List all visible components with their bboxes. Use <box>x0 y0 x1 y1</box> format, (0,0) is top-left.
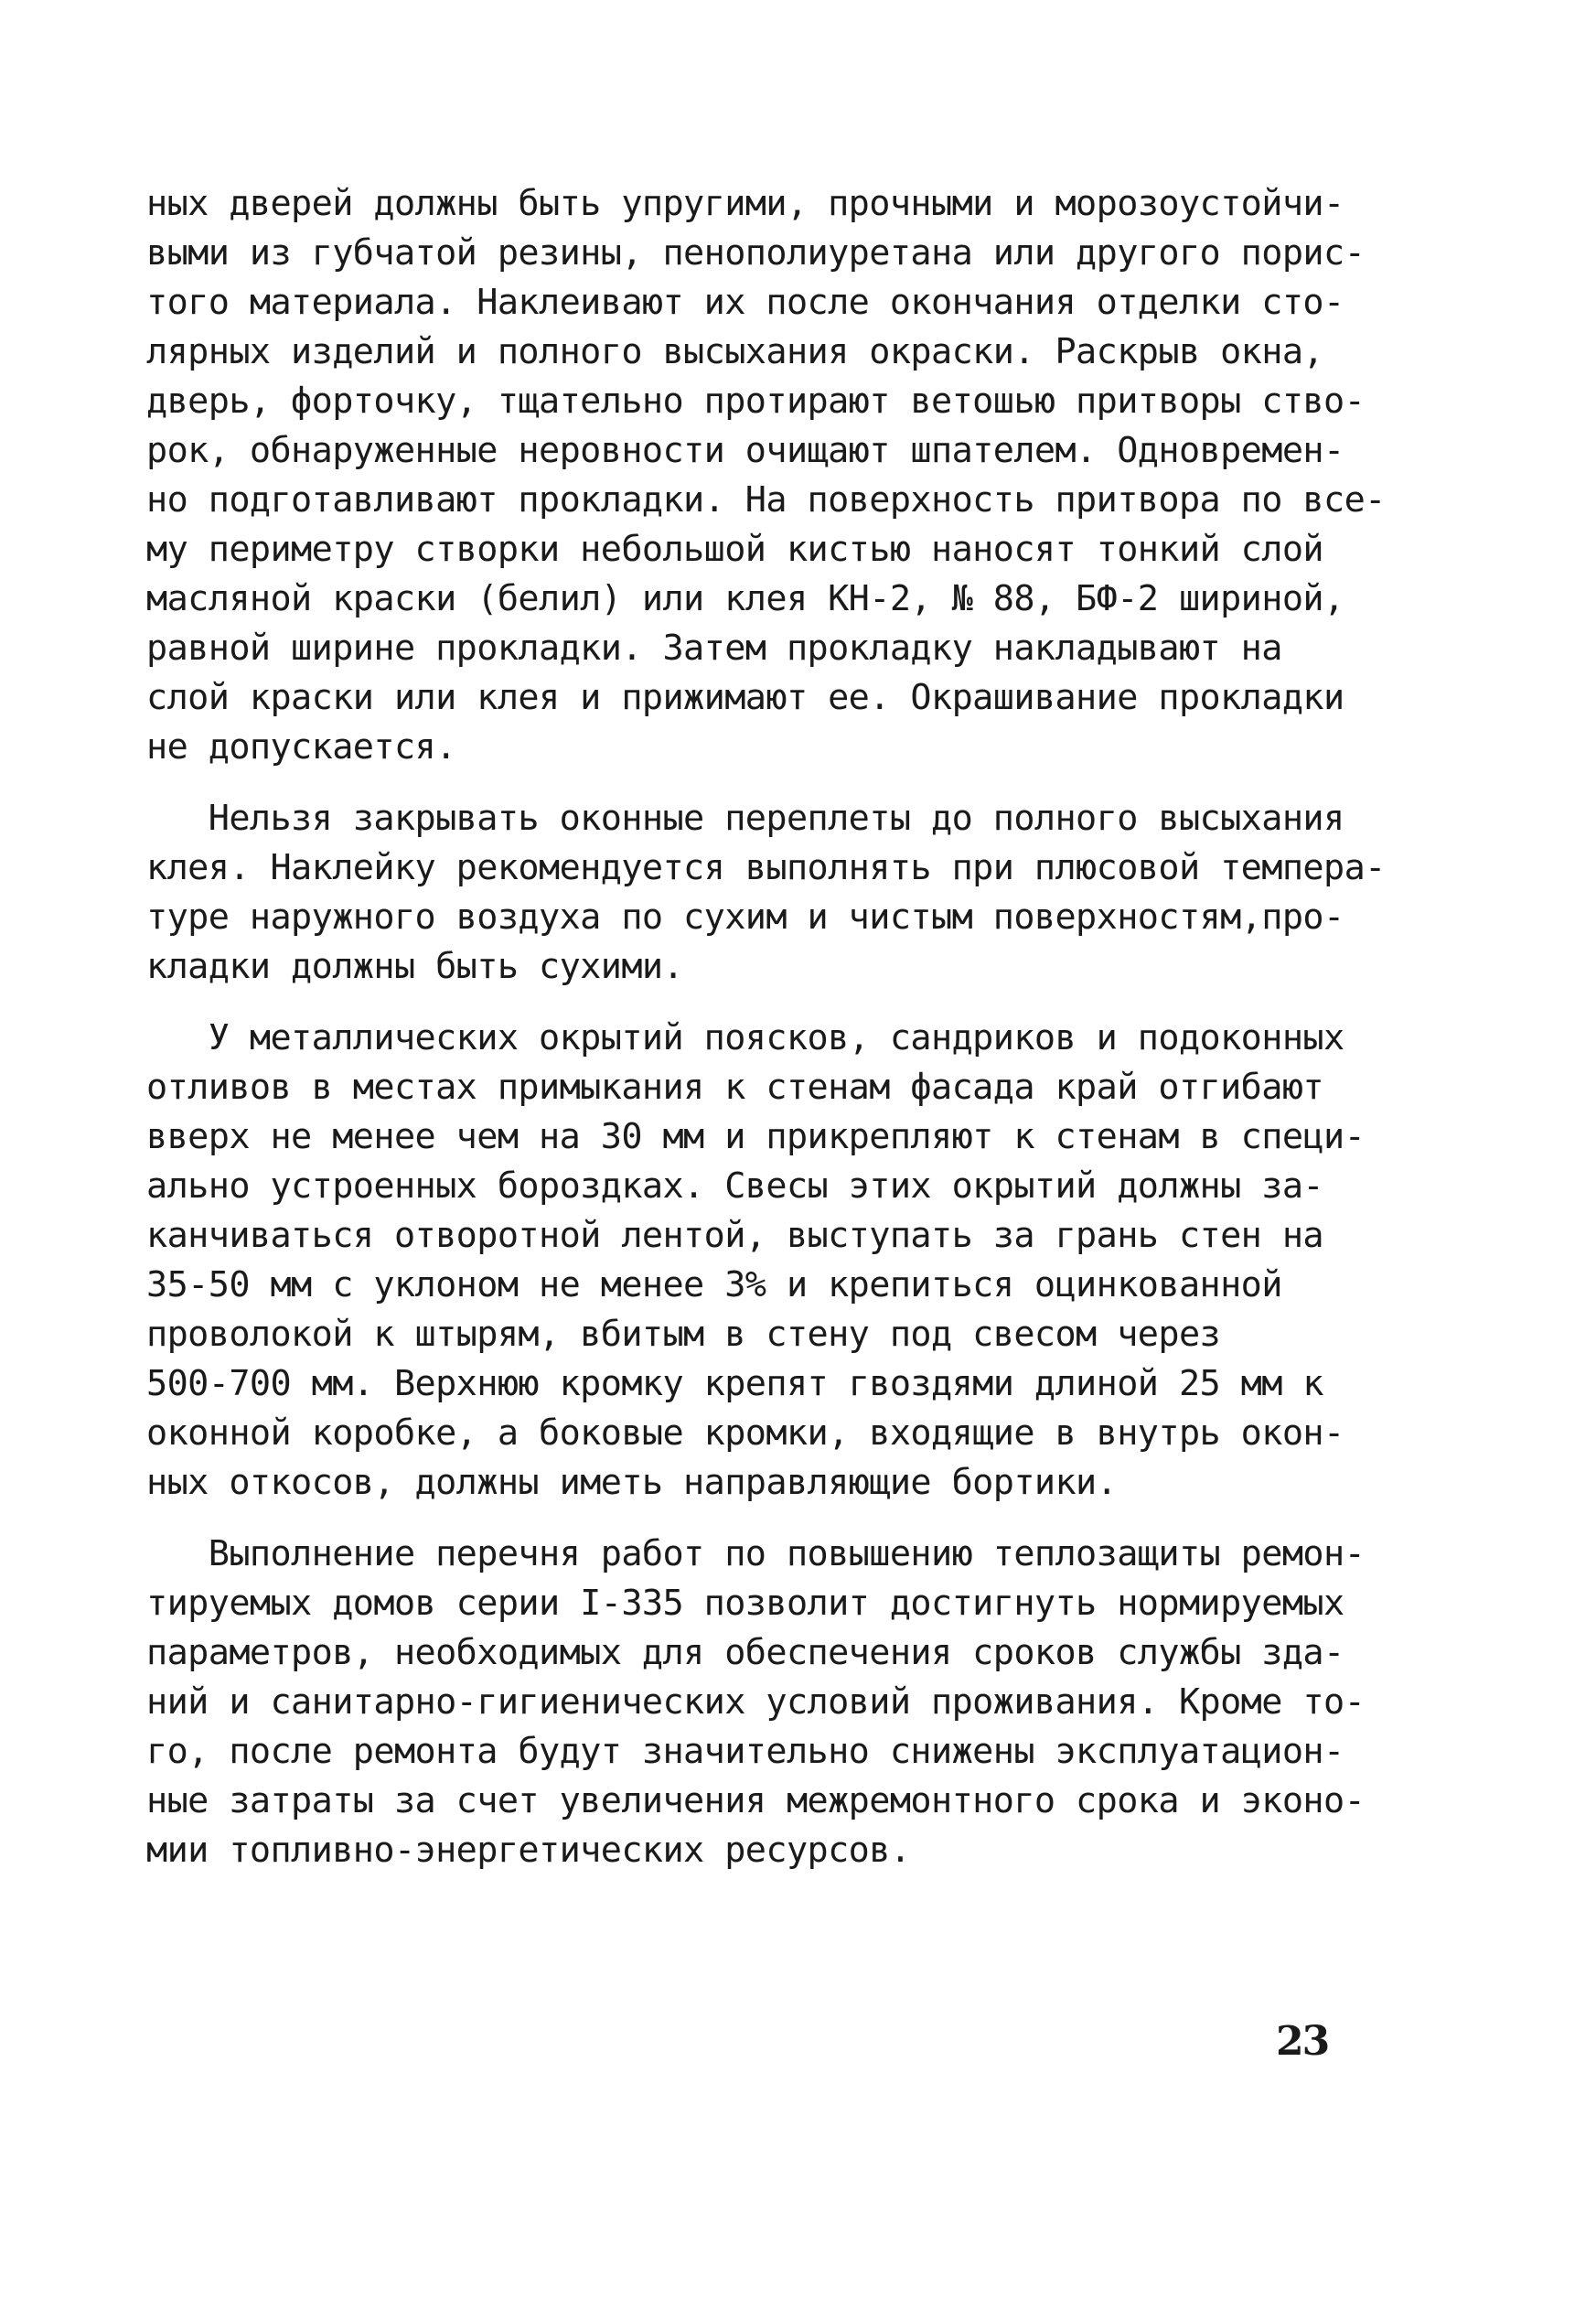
text-line: му периметру створки небольшой кистью наносят тонкий слой <box>146 529 1324 570</box>
text-line: тируемых домов серии I-335 позволит достигнуть нормируемых <box>146 1583 1344 1624</box>
text-line: Выполнение перечня работ по повышению теплозащиты ремон- <box>146 1533 1366 1574</box>
text-line: выми из губчатой резины, пенополиуретана или другого порис- <box>146 232 1366 274</box>
text-line: ных дверей должны быть упругими, прочными и морозоустойчи- <box>146 183 1344 224</box>
paragraph-spacer <box>146 772 1344 794</box>
text-line: лярных изделий и полного высыхания окраски. Раскрыв окна, <box>146 331 1324 372</box>
paragraph-spacer <box>146 1508 1344 1530</box>
text-line: но подготавливают прокладки. На поверхность притвора по все- <box>146 479 1386 521</box>
text-line: 35-50 мм с уклоном не менее 3% и крепиться оцинкованной <box>146 1264 1282 1305</box>
text-line: проволокой к штырям, вбитым в стену под свесом через <box>146 1314 1221 1355</box>
text-line: параметров, необходимых для обеспечения сроков службы зда- <box>146 1632 1344 1673</box>
text-line: оконной коробке, а боковые кромки, входящие в внутрь окон- <box>146 1412 1344 1454</box>
text-line: мии топливно-энергетических ресурсов. <box>146 1830 911 1871</box>
page-number: 23 <box>1276 2018 1329 2065</box>
paragraph <box>146 179 1386 772</box>
text-line: 500-700 мм. Верхнюю кромку крепят гвоздями длиной 25 мм к <box>146 1363 1324 1404</box>
text-line: го, после ремонта будут значительно снижены эксплуатацион- <box>146 1731 1344 1772</box>
paragraph <box>146 1530 1366 1875</box>
text-line: ные затраты за счет увеличения межремонтного срока и эконо- <box>146 1780 1366 1821</box>
text-line: Нельзя закрывать оконные переплеты до полного высыхания <box>146 798 1344 839</box>
text-line: не допускается. <box>146 726 456 768</box>
text-line: кладки должны быть сухими. <box>146 946 684 987</box>
paragraph <box>146 1014 1366 1508</box>
text-line: слой краски или клея и прижимают ее. Окрашивание прокладки <box>146 677 1344 718</box>
text-line: ных откосов, должны иметь направляющие бортики. <box>146 1462 1118 1503</box>
text-line: ний и санитарно-гигиенических условий проживания. Кроме то- <box>146 1681 1366 1723</box>
text-line: равной ширине прокладки. Затем прокладку накладывают на <box>146 628 1282 669</box>
text-line: дверь, форточку, тщательно протирают ветошью притворы ство- <box>146 381 1366 422</box>
body-text <box>146 179 1386 1875</box>
text-line: того материала. Наклеивают их после окончания отделки сто- <box>146 282 1344 323</box>
text-line: туре наружного воздуха по сухим и чистым поверхностям,про- <box>146 897 1344 938</box>
text-line: клея. Наклейку рекомендуется выполнять при плюсовой темпера- <box>146 847 1386 888</box>
paragraph-spacer <box>146 992 1344 1014</box>
text-line: отливов в местах примыкания к стенам фасада край отгибают <box>146 1067 1324 1108</box>
text-line: масляной краски (белил) или клея КН-2, № 88, БФ-2 шириной, <box>146 578 1344 619</box>
paragraph <box>146 794 1386 992</box>
text-line: вверх не менее чем на 30 мм и прикрепляют к стенам в специ- <box>146 1116 1366 1157</box>
text-line: рок, обнаруженные неровности очищают шпателем. Одновремен- <box>146 430 1344 471</box>
text-line: канчиваться отворотной лентой, выступать за грань стен на <box>146 1215 1324 1256</box>
text-line: У металлических окрытий поясков, сандриков и подоконных <box>146 1017 1344 1058</box>
text-line: ально устроенных бороздках. Свесы этих окрытий должны за- <box>146 1165 1324 1207</box>
